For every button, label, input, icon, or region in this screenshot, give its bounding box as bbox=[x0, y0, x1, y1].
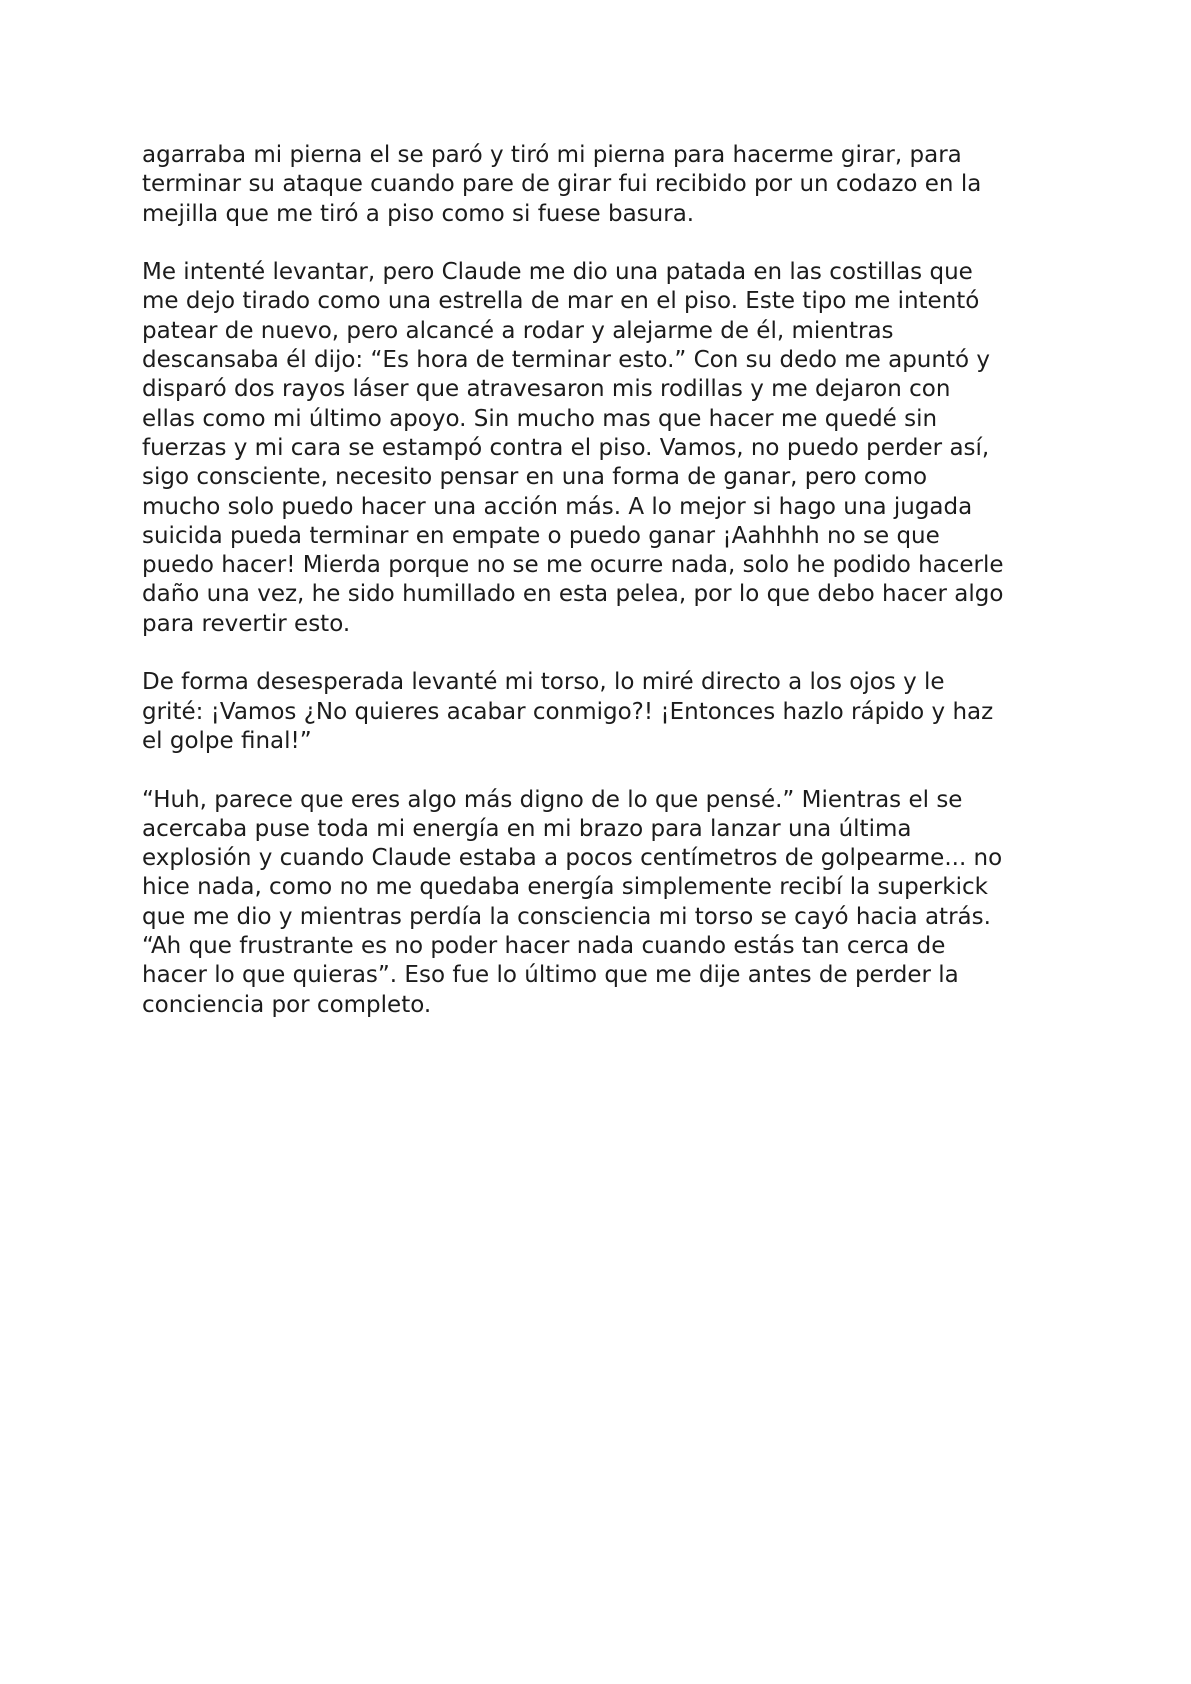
text-line: daño una vez, he sido humillado en esta pelea, por lo que debo hacer algo bbox=[142, 581, 1004, 608]
paragraph-2 bbox=[142, 258, 1062, 639]
text-line: fuerzas y mi cara se estampó contra el piso. Vamos, no puedo perder así, bbox=[142, 434, 990, 461]
text-line: para revertir esto. bbox=[142, 610, 351, 637]
text-line: el golpe final!” bbox=[142, 727, 312, 754]
text-line: descansaba él dijo: “Es hora de terminar esto.” Con su dedo me apuntó y bbox=[142, 347, 990, 374]
text-line: Me intenté levantar, pero Claude me dio una patada en las costillas que bbox=[142, 259, 973, 286]
text-line: mejilla que me tiró a piso como si fuese basura. bbox=[142, 200, 695, 227]
text-line: que me dio y mientras perdía la consciencia mi torso se cayó hacia atrás. bbox=[142, 903, 991, 930]
text-line: “Ah que frustrante es no poder hacer nada cuando estás tan cerca de bbox=[142, 933, 946, 960]
text-line: me dejo tirado como una estrella de mar en el piso. Este tipo me intentó bbox=[142, 288, 980, 315]
text-line: patear de nuevo, pero alcancé a rodar y alejarme de él, mientras bbox=[142, 317, 894, 344]
text-line: terminar su ataque cuando pare de girar fui recibido por un codazo en la bbox=[142, 171, 982, 198]
text-line: conciencia por completo. bbox=[142, 991, 432, 1018]
text-line: hice nada, como no me quedaba energía simplemente recibí la superkick bbox=[142, 874, 988, 901]
paragraph-1 bbox=[142, 141, 1062, 229]
text-line: grité: ¡Vamos ¿No quieres acabar conmigo?! ¡Entonces hazlo rápido y haz bbox=[142, 698, 994, 725]
text-line: sigo consciente, necesito pensar en una forma de ganar, pero como bbox=[142, 464, 928, 491]
text-line: suicida pueda terminar en empate o puedo ganar ¡Aahhhh no se que bbox=[142, 522, 940, 549]
text-line: explosión y cuando Claude estaba a pocos centímetros de golpearme... no bbox=[142, 845, 1003, 872]
text-line: “Huh, parece que eres algo más digno de lo que pensé.” Mientras el se bbox=[142, 786, 963, 813]
text-line: ellas como mi último apoyo. Sin mucho mas que hacer me quedé sin bbox=[142, 405, 938, 432]
text-line: mucho solo puedo hacer una acción más. A lo mejor si hago una jugada bbox=[142, 493, 973, 520]
text-line: agarraba mi pierna el se paró y tiró mi pierna para hacerme girar, para bbox=[142, 142, 962, 168]
text-line: disparó dos rayos láser que atravesaron mis rodillas y me dejaron con bbox=[142, 376, 951, 403]
text-line: De forma desesperada levanté mi torso, lo miré directo a los ojos y le bbox=[142, 669, 945, 696]
body-text bbox=[142, 141, 1062, 1049]
paragraph-3 bbox=[142, 668, 1062, 756]
text-line: puedo hacer! Mierda porque no se me ocurre nada, solo he podido hacerle bbox=[142, 552, 1004, 579]
paragraph-4 bbox=[142, 786, 1062, 1020]
text-line: hacer lo que quieras”. Eso fue lo último que me dije antes de perder la bbox=[142, 962, 959, 989]
text-line: acercaba puse toda mi energía en mi brazo para lanzar una última bbox=[142, 815, 912, 842]
